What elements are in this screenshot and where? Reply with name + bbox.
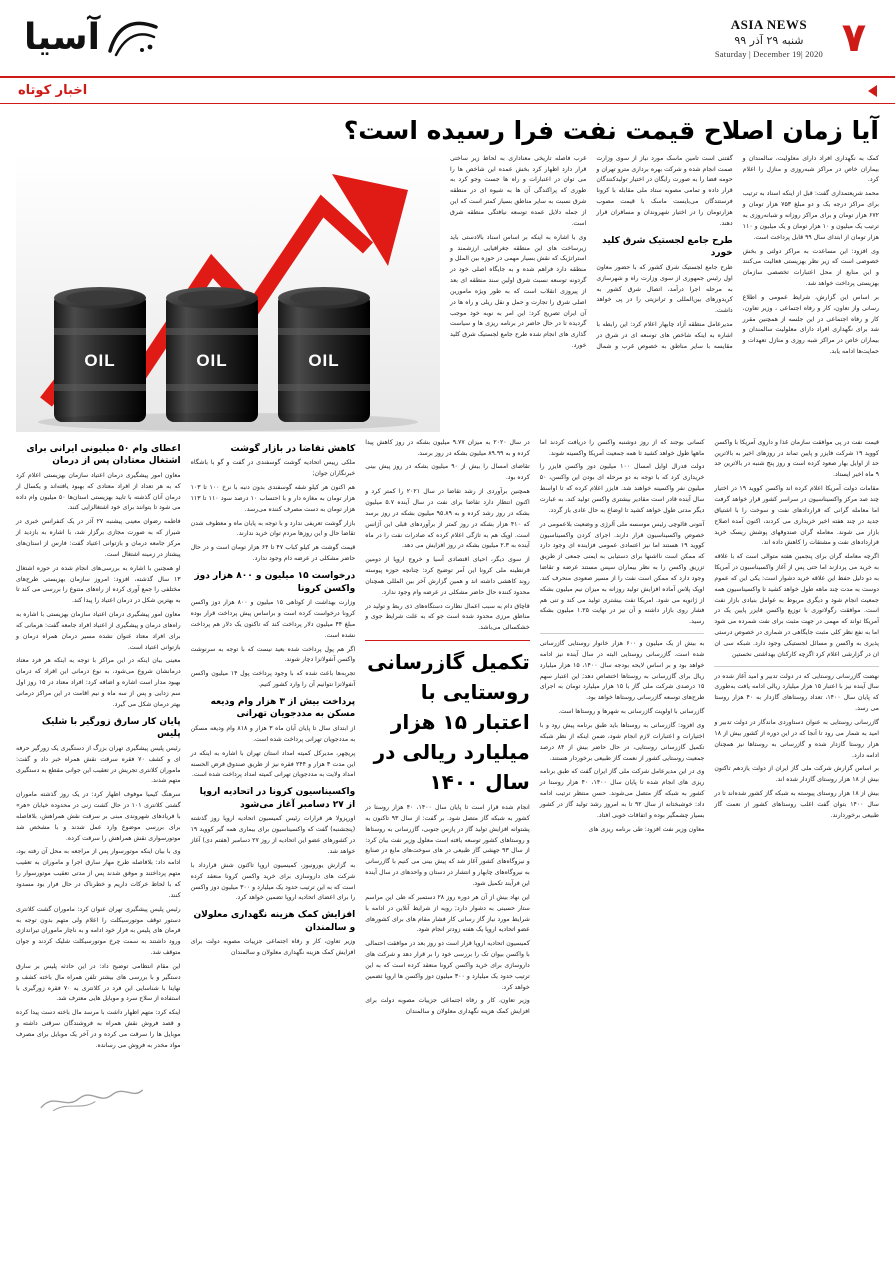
paragraph: مدیرعامل منطقه آزاد چابهار اعلام کرد: این رابطه با اشاره به اینکه شاخص های توسعه ای در شرق در مقایسه با سایر مناطق به خصوص غرب و شمال غرب فاصله تاریخی معناداری به لحاظ زیر ساختی قرار دارد اظهار کرد بخش عمده این شاخص ها را می توان در اعتبارات و راه ها جست وجو کرد به طوری که پراکندگی آن ها به شیوه ای در منطقه شرق نسبت به سایر مناطق بسیار کمتر است که این از جمله دلایل عمده توسعه نیافتگی منطقه شرق است.	[450, 154, 733, 350]
subheading: درخواست ۱۵ میلیون و ۸۰۰ هزار دوز واکسن کرونا	[194, 570, 356, 594]
paragraph: مقامات دولت آمریکا اعلام کرده اند واکسن کووید ۱۹ در اختیار چند صد مرکز واکسیناسیون در سراسر کشور قرار خواهد گرفت اما معامله گرانی که قراردادهای نفت و سوخت را با اشتیاق جدید در چند هفته اخیر خریداری می کردند، اکنون آمده اصلاح بازار می شوند. معامله گران صندوقهای پوشش ریسک خرید قراردادهای نفت و مشتقات را کاهش داده اند.	[714, 485, 879, 547]
svg-text:OIL: OIL	[308, 350, 340, 370]
paragraph: وی در این مدیرعامل شرکت ملی گاز ایران گفت که طبق برنامه ریزی های انجام شده تا پایان سال ۱۴۰۰، ۴۰ هزار روستا در کشور به شبکه گاز متصل می‌شوند. حسن منتظر ترتیب ادامه داد: خوشبختانه از سال ۹۲ تا به امروز رشد تولید گاز در کشور بسیار چشمگیر بوده و اتفاقات خوبی افتاد.	[539, 768, 705, 819]
top-text-columns	[450, 154, 879, 358]
paragraph: معاون امور پیشگیری درمان اعتیاد سازمان بهزیستی اعلام کرد که به هر تعداد از افراد معتادی که بهبود یافته‌اند و یکسال از درمان آنان گذشته با تایید بهزیستی استان‌ها ۵۰ میلیون وام داده می شود تا بتوانند برای خود اشتغالزایی کنند.	[16, 471, 181, 512]
paragraph: قیمت نفت در پی موافقت سازمان غذا و داروی آمریکا با واکسن کووید ۱۹ شرکت فایزر و پایین تماند در روزهای اخیر به بالاترین حد از اوایل بهار صعود کرده است و روز پنج شنبه در بالاترین حد ۹ ماه اخیر ایستاد.	[714, 438, 879, 479]
feature2-headline: تکمیل گازرسانی روستایی با اعتبار ۱۵ هزار میلیارد ریالی در سال ۱۴۰۰	[367, 650, 530, 795]
page-number: ۷	[841, 15, 867, 61]
paragraph: دولت فدرال اوایل امسال ۱۰۰ میلیون دوز واکسن فایزر را خریداری کرد که با توجه به دو مرحله ای بودن این واکسن، ۵۰ میلیون نفر واکسینه خواهند شد. فایزر اعلام کرده که تا اواسط سال آینده قادر است مقادیر بیشتری واکسن تولید کند. به عبارت دیگر مدتی طول خواهد کشید تا اوضاع به حال عادی باز گردد.	[539, 463, 705, 514]
subheading: اعطای وام ۵۰ میلیونی ایرانی برای اشتغال معتادان پس از درمان	[26, 443, 181, 467]
paragraph: کمک به نگهداری افراد دارای معلولیت، سالمندان و بیماران خاص در مراکز شبه‌روزی و منازل را اعلام کرد.	[742, 154, 879, 184]
section-title: اخبار کوتاه	[18, 83, 88, 98]
paragraph: انجام شده قرار است تا پایان سال ۱۴۰۰، ۴۰ هزار روستا در کشور به شبکه گاز متصل شود. بر گفت: از سال ۹۳ تاکنون به پشتوانه افزایش تولید گاز در پارس جنوبی، گازرسانی به روستاها و روستاهای کشور توسعه یافته است معلول وزیر نفت بیان کرد: از سال ۹۳ جهشی گاز طبیعی در های سوخت‌های مایع در صنایع و نیروگاه‌های کشور آغاز شد که پیش بینی می کنیم با گازرسانی به نیروگاه‌های چابهار و انتشار در دستان و واحدهای در سال آینده این فرآیند تکمیل شود.	[365, 804, 530, 887]
date-gregorian: Saturday | December 19| 2020	[714, 48, 823, 59]
date-persian: شنبه ۲۹ آذر ۹۹	[734, 34, 804, 48]
subheading: پایان کار سارق زورگیر با شلیک پلیس	[41, 716, 181, 740]
column-2	[191, 438, 356, 1055]
paragraph: نهضت گازرسانی روستایی که در دولت تدبیر و امید آغاز شده در سال آینده نیز با اعتبار ۱۵ هزار میلیارد ریالی ادامه یافت به‌طوری که پایان سال ۱۴۰۰، تعداد روستاهای گازدار به ۴۰ هزار روستا می رسد.	[714, 672, 879, 713]
paragraph: این نهاد بیش از آن هر دوره روز ۲۸ دستمبر که طی این مراسم ستار حسینی به دشوار دارد; رویه از شرایط آنلاین در ادامه با شرایط مورد نیاز گاز رسانی کار فشار مقام های برای کشورهای عضو اتحادیه اروپا یک هفته زودتر انجام شود.	[365, 893, 530, 934]
paragraph: قیمت گوشت هر کیلو کباب ۴۷ تا ۶۴ هزار تومان است و در حال حاضر مشکلی در عرضه دام وجود ندارد.	[190, 544, 356, 563]
logo-text: آسیا	[24, 17, 100, 58]
paragraph: اگرچه معامله گران برای پنجمین هفته متوالی است که با علاقه به خرید می پردازند اما حتی پس از آغاز واکسیناسیون در آمریکا به دو دلیل حفظ این علاقه خرید دشوار است: یکی این که عموم دوست به مدت چند ماهه طول خواهد کشید تا واکسیناسیون همه جمعیت انجام شود و دیگری مربوط به عوامل بنیادی بازار نفت است. موافقت رگولاتوری با توزیع واکسن فایزر پایین یک در آمریکا تواند که مهمی در جهت مثبت برای نفت شمرده می شود اما به نفع نظر کلی مثبت جایگاهی در شماری در خصوص درستی پذیری به واکسن و مسائل لجستیکی وجود دارد. شبکه سی ان ان در گزارشی اعلام کرد اگرچه کارکنان بهداشتی نخستین	[714, 553, 879, 658]
paragraph: فاطمه رضوان معینی پیشنبه ۲۷ آذر در یک کنفرانس خبری در شیراز که به صورت مجازی برگزار شد، با اشاره به بازدید از مرکز جامعه درمان و بازتوانی اعتیاد گفت: فارس از استان‌های پیشتاز در زمینه اشتغال است.	[16, 518, 181, 558]
feature2-block	[365, 640, 530, 797]
subheading: طرح جامع لجستیک شرق کلید خورد	[602, 235, 733, 259]
paragraph: رئیس پلیس پیشگیری تهران بزرگ از دستگیری یک زورگیر حرفه ای و کشف ۷۰ فقره سرقت نقش همراه خبر داد و گفت: ماموران کلانتری تجریش در تعقیب این جوانی مقطع به دستگیری متهم شدند.	[16, 744, 181, 785]
paragraph: از سوی دیگر، احیای اقتصادی آسیا و خروج اروپا از دومین قرنطینه ملی کرونا این آمر توضیح کرد: چنانچه حوزه پیوسته روند کاهشی داشته اند و همین گزارش آخر بین المللی همچنان محدود کننده حال حاضر مشکلی در عرضه وام وجود ندارد.	[365, 556, 530, 596]
subheading: واکسیناسیون کرونا در اتحادیه اروپا از ۲۷ دسامبر آغاز می‌شود	[199, 787, 356, 810]
paragraph: از ابتدای سال تا پایان آبان ماه ۳ هزار و ۸۱۸ وام ودیعه مسکن به مددجویان تهرانی پرداخت شده است.	[190, 725, 356, 743]
column-4	[540, 438, 705, 1055]
masthead	[0, 0, 895, 78]
masthead-info	[715, 16, 823, 61]
paragraph: معاون امور پیشگیری درمان اعتیاد سازمان بهزیستی با اشاره به راه‌های درمان و پیشگیری از اعتیاد افراد جامعه گفت: هرمانی که برای افراد معتاد عنوان نشده مسیر درمان همراه درمان و بازتوانی اعتیاد است.	[16, 611, 181, 651]
paragraph: کسانی بوجند که از روز دوشنبه واکسن را دریافت کردند اما ماهها طول خواهد کشید تا همه جمعیت آمریکا واکسینه شوند.	[539, 438, 705, 457]
paragraph: گازرسانی با اولویت گازرسانی به شهرها و روستاها است.	[558, 708, 705, 716]
paragraph: تجربه‌ها باعث شده که با وجود پرداخت پول ۱۴ میلیون واکسن آنفولانزا نتوانیم آن را وارد کشور کنیم.	[190, 670, 356, 689]
paragraph: وزارت بهداشت از کوتاهی ۱۵ میلیون و ۸۰۰ هزار دوز واکسن کرونا درخواست کرده است و براساس پیش پرداخت قرار بوده مبلغ ۴۴ میلیون دلار پرداخت کند که تاکنون یک دلار هم پرداخت نشده است.	[190, 599, 356, 639]
paragraph: بازار گوشت تعریفی ندارد و با توجه به پایان ماه و معطوف شدن تقاضا حال و این روزها مردم توان خرید ندارند.	[190, 519, 356, 538]
paragraph: آنتونی فائوچی رئیس موسسه ملی آلرژی و وضعیت بلاعمومی در خصوص واکسیناسیون قرار دارند. اجرای کردن واکسیناسیون کووید ۱۹ هستند اما نیز اعتمادی عمومی فزاینده ای وجود دارد که ممکن است نااشنها برای دستیابی به ایمنی جمعی از طریق تزریق واکسن را به نظر بیماران سپس مستند عرضه و تقاضا وجود دارد که ممکن است نفت را از مسیر صعودی منحرف کند. اوپک پلاس آماده افزایش تولید روزانه به میزان نیم میلیون بشکه از ژانویه می شود. امریکا نفت بیشتری تولید می کند و تنی هم فشار روی بازار داشته و آن نیز در نهایت ۱.۲۵ میلیون بشکه رسید.	[539, 520, 705, 626]
column-5	[714, 438, 879, 1055]
paragraph: به گزارش یورونیوز، کمیسیون اروپا تاکنون شش قرارداد با شرکت های داروسازی برای خرید واکسن کرونا منعقد کرده است که به این ترتیب حدود یک میلیارد و ۳۰۰ میلیون دوز واکسن را برای اعضای اتحادیه اروپا تضمین خواهد کرد.	[190, 861, 356, 902]
paragraph: وی افزود: گازرسانی به روستاها باید طبق برنامه پیش رود و با اختیارات و اعتبارات لازم انجام شود، ضمن اینکه از نظر شبکه تکمیل گازرسانی روستایی، در حال حاضر بیش از ۸۴ درصد جمعیت روستایی کشور از نعمت گاز طبیعی برخوردار هستند.	[539, 722, 705, 762]
page-content	[0, 104, 895, 1090]
paragraph: معینی بیان اینکه در این مراکز با توجه به اینکه هر فرد معتاد درمانشان شروع می‌شود، به نوع درمانی این افراد که درمان بهبود مدار است اشاره و اضافه کرد: افراد معتاد در ۱۵ روز اول سم زدایی و پس از سه ماه و نیم اقامت در این مراکز درمانی بهتر درمان شکل می گیرد.	[16, 657, 181, 708]
paragraph: وی با اشاره به اینکه بر اساس اسناد بالادستی باید زیرساخت های این منطقه جغرافیایی ارزشمند و استراتژیک که نقش بسیار مهمی در حوزه بین الملل و منطقه دارد فراهم شده و به جایگاه اصلی خود در گردونه توسعه نسبت شرق اولین سند منطقه ای بعد از پیروزی انقلاب است که به طور ویژه مامورین اصلی شرق را تجارت و حمل و نقل ریلی و راه ها در آن ایران تصریح کرد: این امر به نوبه خود موجب گردیده تا در حال حاضر در برنامه ریزی ها و سیاست گذاری های انجام شده طرح جامع لجستیک شرق کلید خورد.	[450, 233, 587, 350]
paragraph: کمیسیون اتحادیه اروپا قرار است دو روز بعد در موافقت احتمالی با واکسن بیوان تک را بررسی خود را بر قرار دهد و شرکت های داروسازی برای خرید واکسن کرونا منعقد کرده است که به این ترتیب حدود یک میلیارد و ۳۰۰ میلیون دوز واکسن ها اروپا تضمین خواهد کرد.	[365, 940, 530, 991]
paragraph: اورپزولا هر قرارات رئیس کمیسیون اتحادیه اروپا روز گذشته (پنجشنبه) گفت که واکسیناسیون برای بیماری همه گیر کووید ۱۹ در کشورهای عضو این اتحادیه از روز ۲۷ دسامبر (هفتم دی) آغاز خواهد شد.	[190, 815, 356, 855]
paragraph: بر اساس این گزارش، شرایط عمومی و اطلاع رسانی واز تعاون، کار و رفاه اجتماعی ، وزیر تعاون، کار و رفاه اجتماعی در این جلسه از همچنین مقرر شد برای نگهداری افراد دارای معلولیت سالمندان و بیماران خاص در مراکز شبه روزی و منازل تعهدات و حمایت‌ها ادامه یابد.	[742, 293, 879, 356]
paragraph: وزیر تعاون، کار و رفاه اجتماعی جزییات مصوبه دولت برای افزایش کمک هزینه نگهداری معلولان و سالمندان	[365, 997, 530, 1016]
paragraph: گفتنی است تامین ماسک مورد نیاز از سوی وزارت صمت انجام شده و شرکت بهره برداری مترو تهران و حومه فضا را به صورت رایگان در اختیار تولیدکنندگان قرار داده و تمامی مصوبه ستاد ملی مقابله با کرونا فرستندگان می‌بایست ماسک با قیمت مصوب هزارتومان را در اختیار شهروندان و مسافران قرار دهند.	[596, 154, 733, 227]
paragraph: وی با بیان اینکه موتورسوار پس از مراجعه به محل آن رفته بود، ادامه داد: بلافاصله طرح مهار سارق اجرا و ماموران به تعقیب متهم پرداختند و موفق شدند پس از مدتی تعقیب موتورسوار را که با لحاظ خرکات داریم و خطرناک در حال فرار بود مسدود کنند.	[16, 848, 181, 899]
subheading: افزایش کمک هزینه نگهداری معلولان و سالمندان	[193, 910, 356, 933]
paragraph: طرح جامع لجستیک شرق کشور که با حضور معاون اول رئیس جمهوری از سوی وزارت راه و شهرسازی به مرحله اجرا درآمد، اتصال شرق کشور به کریدورهای بین‌المللی و ترانزیتی را در پی خواهد داشت.	[596, 263, 733, 315]
paragraph: معاون وزیر نفت افزود: طی برنامه ریزی های	[588, 825, 705, 833]
paragraph: وی افزود: این مساعدت به مراکز دولتی و بخش خصوصی است که زیر نظر بهزیستی فعالیت می‌کنند و این منابع از محل اعتبارات تخصصی سازمان بهزیستی پرداخت خواهد شد.	[742, 247, 879, 288]
logo	[18, 17, 160, 59]
triangle-icon	[868, 85, 877, 97]
main-column-grid	[16, 438, 879, 1055]
svg-text:OIL: OIL	[196, 350, 228, 370]
lead-photo-container	[16, 154, 440, 432]
paragraph: سرهنگ کیمیا موفوف اظهار کرد: در یک روز گذشته ماموران گشتی کلانتری ۱۰۱ در حال کشت زنی در محدوده خیابان «هر» با فریادهای شهروندی مبنی بر سرقت نقش همراهش، بلافاصله برای بررسی موضوع وارد عمل شدند و با مشخص شد موتورسواری نقش همراهش را سرقت کرده.	[16, 791, 181, 842]
subheading: کاهش تقاضا در بازار گوشت	[230, 443, 356, 454]
top-zone	[16, 154, 879, 432]
divider	[714, 666, 879, 667]
svg-text:OIL: OIL	[84, 350, 116, 370]
paragraph: این مقام انتظامی توضیح داد: در این حادثه پلیس بر سارق دستگیر و با بررسی های بیشتر تلفن همراه مال باخته کشف و نهایتا با شناسایی این فرد در کلانتری به ۷۰ فقره زورگیری با استفاده از سلاح سرد و موبایل هایی معترف شد.	[16, 962, 181, 1003]
divider	[540, 633, 705, 634]
column-1	[16, 438, 181, 1055]
paragraph: وزیر تعاون، کار و رفاه اجتماعی جزییات مصوبه دولت برای افزایش کمک هزینه نگهداری معلولان و سالمندان	[190, 938, 356, 957]
oil-barrels-photo	[16, 154, 440, 432]
paragraph: به بیش از یک میلیون و ۶۰۰ هزار خانوار روستایی گازرسانی شده است. گازرسانی روستایی البته در سال آینده نیز ادامه خواهد بود و بر اساس لایحه بودجه سال ۱۴۰۰، ۱۵ هزار میلیارد ریال برای گازرسانی به روستاها اختصاص دهد; این اعتبار سهم ۱۵ درصدی شرکت ملی گاز با ۱۵ هزار میلیارد تومان به اجرای طرح‌های توسعه گازرسانی روستاها خواهد بود.	[539, 640, 705, 702]
paragraph: در سال ۲۰۲۰ به میزان ۹.۷۷ میلیون بشکه در روز کاهش پیدا کرده و به ۸۹.۹۹ میلیون بشکه در روز برسد.	[365, 438, 530, 457]
paragraph: همچنین برآوردی از رشد تقاضا در سال ۲۰۲۱ را کمتر کرد و اکنون انتظار دارد تقاضا برای نفت در سال آینده ۵.۷ میلیون بشکه در روز رشد کرده و به ۹۵.۸۹ میلیون بشکه در روز برسد که ۴۱۰ هزار بشکه در روز کمتر از برآوردهای قبلی این آژانس است. اوپک هم به تازگی اعلام کرده که صادرات نفت را در ماه آینده به ۲.۳ میلیون بشکه در روز افزایش می دهد.	[365, 488, 530, 550]
lead-headline: آیا زمان اصلاح قیمت نفت فرا رسیده است؟	[343, 116, 879, 145]
paragraph: اگر هم پول پرداخت شده بعید نیست که با توجه به سرنوشت واکسن آنفولانزا دچار شوند.	[190, 645, 356, 664]
paragraph: تقاضای امسال را بیش از ۹۰ میلیون بشکه در روز پیش بینی کرده بود.	[365, 463, 530, 482]
paragraph: ملکی رییس اتحادیه گوشت گوسفندی در گفت و گو با باشگاه خبرنگاران جوان;	[190, 459, 356, 478]
paragraph: پریچهر، مدیرکل کمیته امداد استان تهران با اشاره به اینکه در این مدت ۳ هزار و ۲۴۴ فقره نیز از طریق صندوق قرض الحسنه امداد ولایت به مددجویان تهرانی کمیته امداد پرداخت شده است.	[190, 749, 356, 779]
paragraph: گازرسانی روستایی به عنوان دستاوردی ماندگار در دولت تدبیر و امید به شمار می رود تا آنجا که در این دوره از کشور بیش از ۱۸ هزار روستا گازدار شده و گازرسانی به روستاها نیز همچنان ادامه دارد.	[714, 719, 879, 759]
column-3	[365, 438, 530, 1055]
subheading: پرداخت بیش از ۳ هزار وام ودیعه مسکن به مددجویان تهرانی	[210, 696, 356, 720]
paragraph: اینکه کرد: متهم اظهار داشت با مرسد مال باخته دست پیدا کرده و قصد فروش نقش همراه به فروشندگان سرقتی داشته و موبایل ها را سرقت می کرده و در آخر یک موبایل برای مصرف مواد مخدر به فروش می رسانده.	[16, 1009, 181, 1049]
paragraph: رئیس پلیس پیشگیری تهران عنوان کرد: ماموران گشت کلانتری دستور توقف موتورسیکلت را اعلام ولی متهم بدون توجه به فرمان های پلیس به فرار خود ادامه و به ناچار ماموران تیراندازی ورود داشتند به سمت چرخ موتورسیکلت شلیک کردند و جوان متوقف شد.	[16, 905, 181, 957]
paragraph: بر اساس گزارش شرکت ملی گاز ایران از دولت یازدهم تاکنون بیش از ۱۸ هزار روستای گازدار شده اند.	[714, 765, 879, 784]
paragraph: هم اکنون هر کیلو شقه گوسفندی بدون دنبه با نرخ ۱۰۰ تا ۱۰۳ هزار تومان به مغازه دار و با احتساب ۱۰ درصد سود ۱۱۰ تا ۱۱۳ هزار تومان به دست مصرف کننده می‌رسد.	[190, 484, 356, 513]
paragraph: او همچنین با اشاره به بررسی‌های انجام شده در حوزه اشتغال ۱۳ سال گذشته، افزود: امروز سازمان بهزیستی طرح‌های مختلفی را جمع آوری کرده از راه‌های متنوع را بررسی می کند تا به بهترین شکل در درمان اعتیاد را پیدا کند.	[16, 564, 181, 605]
paragraph: محمد شریعتمداری گفت: قبل از اینکه اسناد به ترتیب برای مراکز درجه یک و دو مبلغ ۷۵۳ هزار تومان و ۶۷۲ هزار تومان و برای مراکز روزانه و شبانه‌روزی به ترتیب یک میلیون و ۱۰ هزار تومان و یک میلیون و ۱۱۰ هزار تومان از ابتدای سال ۹۹ قابل پرداخت است.	[742, 190, 879, 241]
logo-mark-icon	[106, 17, 160, 59]
section-bar	[0, 78, 895, 104]
paragraph: بیش از ۱۸ هزار روستای پیوسته به شبکه گاز کشور شده‌اند تا در سال ۱۴۰۰ بتوان گفت اغلب روستاهای کشور از نعمت گاز طبیعی برخوردارند.	[714, 790, 879, 819]
paragraph: قاچاق دام به سبب اعمال نظارت دستگاه‌های ذی ربط و تولید در مناطق مرزی محدود شده است جو که به علت شرایط جوی و خشکسالی می‌باشد.	[365, 602, 530, 632]
brand-name: ASIA NEWS	[730, 16, 808, 32]
